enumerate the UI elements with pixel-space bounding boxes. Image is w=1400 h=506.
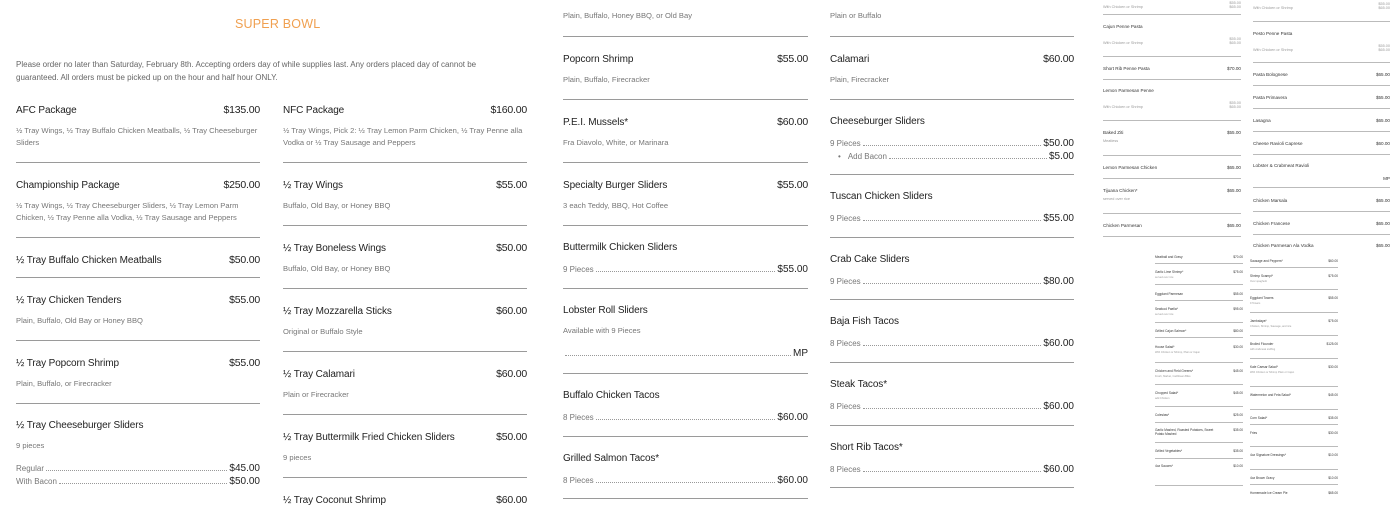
bullet-icon: • [838, 152, 841, 161]
item-name: Short Rib Tacos* [830, 442, 903, 453]
menu-item [830, 254, 1074, 287]
item-name: Popcorn Shrimp [563, 54, 634, 65]
item-name: Lobster Roll Sliders [563, 305, 648, 316]
menu-item [830, 316, 1074, 349]
item-price: $55.00 [229, 357, 260, 369]
item-desc: Buffalo, Old Bay, or Honey BBQ [283, 264, 391, 273]
price-option: Regular $45.00 [16, 462, 260, 474]
item-price: $55.00 [496, 179, 527, 191]
price-option: 8 Pieces $60.00 [830, 338, 1074, 349]
divider [563, 498, 808, 499]
item-price [1043, 0, 1074, 1]
item-name: Grilled Salmon Tacos* [563, 453, 660, 464]
menu-item [563, 179, 808, 212]
divider [563, 225, 808, 226]
item-price: $60.00 [496, 368, 527, 380]
divider [16, 340, 260, 341]
divider [283, 351, 527, 352]
item-name: P.E.I. Mussels* [563, 117, 629, 128]
divider [830, 299, 1074, 300]
item-price: $60.00 [496, 305, 527, 317]
menu-item [283, 242, 527, 275]
item-desc: Original or Buffalo Style [283, 327, 363, 336]
price-option: 8 Pieces $60.00 [563, 475, 808, 486]
menu-item [283, 179, 527, 212]
divider [16, 403, 260, 404]
item-desc: Buffalo, Old Bay, or Honey BBQ [283, 201, 391, 210]
item-name: ½ Tray Chicken Tenders [16, 295, 122, 306]
item-price: $60.00 [777, 116, 808, 128]
page-title: SUPER BOWL [235, 17, 321, 31]
price-option: 9 Pieces $55.00 [830, 213, 1074, 224]
item-name: ½ Tray Mozzarella Sticks [283, 306, 392, 317]
item-price: $55.00 [777, 53, 808, 65]
item-desc: Plain, Buffalo, Firecracker [563, 75, 650, 84]
item-name: Crab Cake Sliders [830, 254, 910, 265]
menu-item [16, 254, 260, 266]
divider [283, 225, 527, 226]
item-price: $135.00 [223, 104, 260, 116]
menu-item [283, 494, 527, 506]
item-price: $60.00 [1043, 53, 1074, 65]
divider [283, 288, 527, 289]
menu-item [283, 104, 527, 148]
divider [563, 373, 808, 374]
menu-item [563, 0, 808, 22]
item-desc: ½ Tray Wings, Pick 2: ½ Tray Lemon Parm Chicken, ½ Tray Penne alla Vodka or ½ Tray Sausage and Peppers [283, 126, 523, 147]
item-name: Tuscan Chicken Sliders [830, 191, 933, 202]
item-name: Cheeseburger Sliders [830, 116, 925, 127]
menu-item [830, 53, 1074, 86]
price-option: 9 Pieces $55.00 [563, 264, 808, 275]
divider [283, 477, 527, 478]
item-price: $50.00 [496, 431, 527, 443]
item-name: Championship Package [16, 180, 120, 191]
price-option: 8 Pieces $60.00 [563, 412, 808, 423]
item-price: $50.00 [496, 242, 527, 254]
divider [563, 288, 808, 289]
item-desc: Plain, Buffalo, Old Bay or Honey BBQ [16, 316, 143, 325]
item-name: ½ Tray Popcorn Shrimp [16, 358, 119, 369]
divider [830, 487, 1074, 488]
menu-item [16, 420, 260, 487]
item-name [830, 0, 903, 1]
divider [830, 425, 1074, 426]
item-desc: Available with 9 Pieces [563, 326, 641, 335]
price-option: MP [563, 348, 808, 359]
item-desc: Plain, Buffalo, Honey BBQ, or Old Bay [563, 11, 693, 20]
item-desc: ½ Tray Wings, ½ Tray Buffalo Chicken Meatballs, ½ Tray Cheeseburger Sliders [16, 126, 258, 147]
menu-item [283, 368, 527, 401]
menu-item [283, 431, 527, 464]
menu-item [563, 116, 808, 149]
item-name: Specialty Burger Sliders [563, 180, 668, 191]
menu-item [830, 116, 1074, 162]
price-option: 9 Pieces $80.00 [830, 276, 1074, 287]
item-desc: 9 pieces [16, 441, 45, 450]
item-name: ½ Tray Coconut Shrimp [283, 495, 386, 506]
item-name: Buttermilk Chicken Sliders [563, 242, 678, 253]
menu-item [563, 453, 808, 486]
price-option-addon: • Add Bacon $5.00 [838, 151, 1074, 162]
divider [16, 162, 260, 163]
menu-item [563, 390, 808, 423]
item-price: $55.00 [777, 179, 808, 191]
price-option: 8 Pieces $60.00 [830, 464, 1074, 475]
item-desc: 3 each Teddy, BBQ, Hot Coffee [563, 201, 669, 210]
item-name [563, 0, 590, 1]
item-name: NFC Package [283, 105, 345, 116]
item-desc: Plain or Buffalo [830, 11, 882, 20]
item-price: $55.00 [229, 294, 260, 306]
menu-item [563, 305, 808, 359]
menu-item [16, 104, 260, 148]
divider [830, 36, 1074, 37]
item-desc: Plain, Firecracker [830, 75, 890, 84]
item-desc: Fra Diavolo, White, or Marinara [563, 138, 669, 147]
menu-item [830, 442, 1074, 475]
divider [563, 436, 808, 437]
divider [830, 99, 1074, 100]
item-desc: 9 pieces [283, 453, 312, 462]
item-desc: Plain, Buffalo, or Firecracker [16, 379, 112, 388]
divider [16, 277, 260, 278]
item-name: Baja Fish Tacos [830, 316, 899, 327]
item-name: ½ Tray Buffalo Chicken Meatballs [16, 255, 162, 266]
menu-item [563, 242, 808, 275]
item-name: Steak Tacos* [830, 379, 887, 390]
item-name: ½ Tray Boneless Wings [283, 243, 386, 254]
item-price: $50.00 [229, 254, 260, 266]
divider [830, 237, 1074, 238]
item-desc: Plain or Firecracker [283, 390, 349, 399]
menu-item [563, 53, 808, 86]
item-price: $250.00 [223, 179, 260, 191]
price-option: 9 Pieces $50.00 [830, 138, 1074, 149]
menu-item [16, 294, 260, 327]
menu-item [16, 357, 260, 390]
divider [563, 162, 808, 163]
divider [283, 414, 527, 415]
divider [563, 99, 808, 100]
price-option: 8 Pieces $60.00 [830, 401, 1074, 412]
item-name: AFC Package [16, 105, 77, 116]
item-name: Buffalo Chicken Tacos [563, 390, 660, 401]
item-name: ½ Tray Calamari [283, 369, 355, 380]
divider [563, 36, 808, 37]
item-name: ½ Tray Wings [283, 180, 343, 191]
item-price [777, 0, 808, 1]
item-name: ½ Tray Buttermilk Fried Chicken Sliders [283, 432, 455, 443]
menu-item [830, 379, 1074, 412]
divider [830, 174, 1074, 175]
price-option: With Bacon $50.00 [16, 475, 260, 487]
divider [16, 237, 260, 238]
menu-item [830, 191, 1074, 224]
item-price: $160.00 [490, 104, 527, 116]
item-price: $60.00 [496, 494, 527, 506]
item-name: Calamari [830, 54, 870, 65]
divider [283, 162, 527, 163]
menu-item [16, 179, 260, 223]
menu-item [283, 305, 527, 338]
intro-text: Please order no later than Saturday, February 8th. Accepting orders day of while supplies last. Any orders placed day of cannot be guaranteed. All orders must be picked up on the hour and half hour ONLY. [16, 60, 477, 82]
item-name: ½ Tray Cheeseburger Sliders [16, 420, 144, 431]
divider [830, 362, 1074, 363]
menu-item [830, 0, 1074, 22]
item-desc: ½ Tray Wings, ½ Tray Cheeseburger Sliders, ½ Tray Lemon Parm Chicken, ½ Tray Penne alla Vodka, ½ Tray Sausage and Peppers [16, 201, 239, 222]
